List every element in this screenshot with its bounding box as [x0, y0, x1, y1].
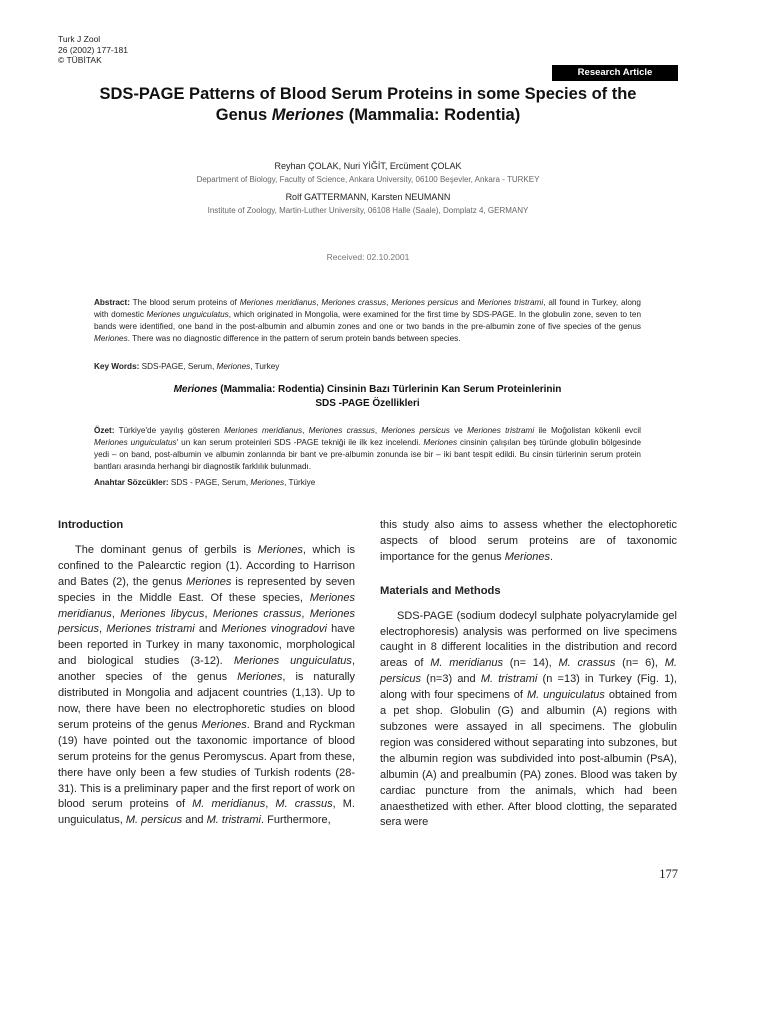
journal-publisher: © TÜBİTAK: [58, 55, 102, 65]
turkish-title-text: (Mammalia: Rodentia) Cinsinin Bazı Türlerinin Kan Serum Proteinlerinin: [217, 384, 562, 395]
ozet-text: ve: [449, 426, 468, 435]
body-text: ,: [204, 607, 213, 620]
species-name: Meriones meridianus: [58, 591, 355, 620]
ozet-text: Türkiye'de yayılış gösteren: [114, 426, 225, 435]
abstract-species: Meriones persicus: [391, 298, 459, 307]
abstract-species: Meriones unguiculatus: [146, 310, 229, 319]
left-column: [58, 518, 355, 829]
body-text: ,: [111, 607, 121, 620]
title-line-2: [58, 105, 678, 126]
species-name: M. crassus: [275, 798, 333, 811]
species-name: Meriones vinogradovi: [221, 623, 327, 636]
introduction-heading: Introduction: [58, 519, 124, 531]
species-name: M. persicus: [125, 814, 183, 827]
key-words-label: Key Words:: [94, 362, 140, 371]
title-text: (Mammalia: Rodentia): [344, 106, 521, 124]
body-text: .: [550, 550, 554, 563]
body-text: . Furthermore,: [261, 814, 331, 827]
species-name: Meriones: [257, 543, 303, 556]
abstract-species: Meriones: [94, 334, 128, 343]
body-text: and: [194, 623, 222, 636]
ozet-text: cinsinin çalışılan beş türünde globulin bölgesinde yedi – on band, post-albumin ve albumin zonlarında bir bant ve pre-albumin zonunda ise bir – iki bant tespit edildi. Bu cinsin türlerinin serum protein bantları arasında herhangi bir diagnostik farklılık bulunmadı.: [94, 438, 641, 471]
title-genus: Meriones: [271, 106, 345, 124]
abstract-text: , all found in Turkey, along with domestic: [94, 298, 641, 319]
page-number: 177: [659, 867, 678, 881]
body-text: ,: [265, 798, 276, 811]
body-text: (n= 6),: [615, 657, 665, 670]
body-text: SDS-PAGE (sodium dodecyl sulphate polyacrylamide gel electrophoresis) analysis was performed on live specimens caught in 8 different localities in the distribution and record areas of: [380, 609, 677, 670]
abstract-text: The blood serum proteins of: [129, 298, 240, 307]
article-title: [58, 84, 678, 126]
ozet-text: ,: [302, 426, 309, 435]
body-text: (n=3) and: [420, 673, 481, 686]
anahtar-label: Anahtar Sözcükler:: [94, 478, 169, 487]
body-text: , which is confined to the Palearctic region (1). According to Harrison and Bates (2), the genus: [58, 543, 355, 588]
title-text: Genus: [215, 106, 272, 124]
title-line-1: SDS-PAGE Patterns of Blood Serum Proteins in some Species of the: [99, 85, 637, 103]
body-text: The dominant genus of gerbils is: [75, 543, 258, 556]
species-name: Meriones libycus: [120, 607, 205, 620]
materials-methods-heading: Materials and Methods: [380, 584, 501, 597]
species-name: Meriones tristrami: [106, 623, 195, 636]
ozet-label: Özet:: [94, 426, 115, 435]
affiliation-2: Institute of Zoology, Martin-Luther University, 06108 Halle (Saale), Domplatz 4, GERMANY: [207, 206, 529, 215]
body-text: , M. unguiculatus,: [58, 798, 355, 827]
species-name: Meriones crassus: [212, 607, 302, 620]
body-text: , is naturally distributed in Mongolia and adjacent countries (1,13). Up to now, there have been no electrophoretic studies on blood serum proteins of the genus: [58, 671, 355, 731]
article-type-badge: Research Article: [552, 65, 678, 81]
body-text: this study also aims to assess whether the electophoretic aspects of blood serum proteins are of taxonomic importance for the genus: [380, 519, 677, 563]
ozet-text: ,: [374, 426, 382, 435]
abstract-species: Meriones crassus: [321, 298, 387, 307]
turkish-title: [94, 383, 641, 411]
anahtar-text: SDS - PAGE, Serum,: [168, 478, 251, 487]
turkish-title-line-1: [94, 383, 641, 397]
species-name: M. persicus: [380, 657, 677, 686]
species-name: Meriones persicus: [58, 607, 355, 636]
body-text: (n =13) in Turkey (Fig. 1), along with four specimens of: [380, 673, 677, 702]
ozet-species: Meriones crassus: [308, 426, 375, 435]
species-name: M. tristrami: [206, 814, 261, 827]
species-name: Meriones unguiculatus: [233, 655, 352, 668]
abstract-label: Abstract:: [94, 298, 130, 307]
abstract-text: ,: [386, 298, 392, 307]
abstract-text: ,: [316, 298, 322, 307]
author-group-1: Reyhan ÇOLAK, Nuri YİĞİT, Ercüment ÇOLAK: [274, 161, 462, 171]
species-name: Meriones: [504, 550, 550, 563]
species-name: Meriones: [186, 575, 232, 588]
body-text: ,: [98, 623, 107, 636]
abstract: [94, 297, 641, 345]
body-text: , another species of the genus: [58, 655, 355, 684]
author-group-2: Rolf GATTERMANN, Karsten NEUMANN: [285, 192, 451, 202]
key-words: [94, 362, 641, 371]
journal-volume: 26 (2002) 177-181: [58, 44, 128, 55]
introduction-continued: [380, 518, 677, 566]
anahtar-sozcukler: [94, 478, 641, 487]
body-text: . Brand and Ryckman (19) have pointed out the taxonomic importance of blood serum proteins for the genus Peromyscus. Apart from these, there have only been a few studies of Turkish rodents (28-31). This is a preliminary paper and the first report of work on blood serum proteins of: [58, 718, 355, 811]
ozet-species: Meriones persicus: [381, 426, 450, 435]
species-name: M. crassus: [558, 657, 616, 670]
anahtar-text: , Türkiye: [284, 478, 316, 487]
body-text: ,: [301, 607, 310, 620]
introduction-paragraph: [58, 543, 355, 829]
turkish-title-genus: Meriones: [173, 384, 218, 395]
ozet-text: ile Moğolistan kökenli evcil: [534, 426, 641, 435]
right-column: [380, 518, 677, 831]
body-text: (n= 14),: [503, 657, 559, 670]
species-name: M. meridianus: [430, 657, 504, 670]
journal-name: Turk J Zool: [58, 34, 101, 44]
turkish-title-line-2: SDS -PAGE Özellikleri: [315, 398, 420, 409]
ozet-species: Meriones: [423, 438, 458, 447]
key-words-genus: Meriones: [216, 362, 251, 371]
received-date: Received: 02.10.2001: [326, 252, 410, 262]
key-words-text: SDS-PAGE, Serum,: [139, 362, 217, 371]
ozet-species: Meriones meridianus: [224, 426, 303, 435]
anahtar-genus: Meriones: [250, 478, 285, 487]
journal-info: [58, 34, 128, 66]
abstract-text: , which originated in Mongolia, were examined for the first time by SDS-PAGE. In the globulin zone, seven to ten bands were identified, one band in the post-albumin and albumin zones and one or two bands in the pre-albumin zone of five species of the genus: [94, 310, 642, 331]
ozet-text: ' un kan serum proteinleri SDS -PAGE tekniği ile ilk kez incelendi.: [176, 438, 424, 447]
abstract-text: . There was no diagnostic difference in the pattern of serum protein bands between species.: [127, 334, 461, 343]
species-name: M. meridianus: [192, 798, 266, 811]
ozet-species: Meriones tristrami: [467, 426, 535, 435]
body-text: and: [182, 814, 207, 827]
species-name: M. tristrami: [480, 673, 538, 686]
body-text: have been reported in Turkey in many taxonomic, morphological and biological studies (3-12).: [58, 623, 356, 668]
abstract-species: Meriones meridianus: [239, 298, 317, 307]
ozet: [94, 425, 641, 473]
abstract-text: and: [458, 298, 478, 307]
body-text: obtained from a pet shop. Globulin (G) and albumin (A) regions with subzones were assayed in all specimens. The globulin region was considered without separating into subzones, but the albumin region was subdivided into post-albumin (PsA), albumin (A) and prealbumin (PA) zones. Blood was taken by cardiac puncture from the animals, which had been anaesthetized with ether. After blood clotting, the separated sera were: [380, 689, 677, 829]
body-text: is represented by seven species in the Middle East. Of these species,: [58, 575, 355, 604]
species-name: M. unguiculatus: [526, 689, 605, 702]
abstract-species: Meriones tristrami: [477, 298, 544, 307]
materials-methods-paragraph: [380, 609, 677, 832]
ozet-species: Meriones unguiculatus: [94, 438, 177, 447]
species-name: Meriones: [201, 718, 247, 731]
affiliation-1: Department of Biology, Faculty of Science, Ankara University, 06100 Beşevler, Ankara - TURKEY: [196, 175, 540, 184]
species-name: Meriones: [237, 671, 283, 684]
key-words-text: , Turkey: [250, 362, 280, 371]
